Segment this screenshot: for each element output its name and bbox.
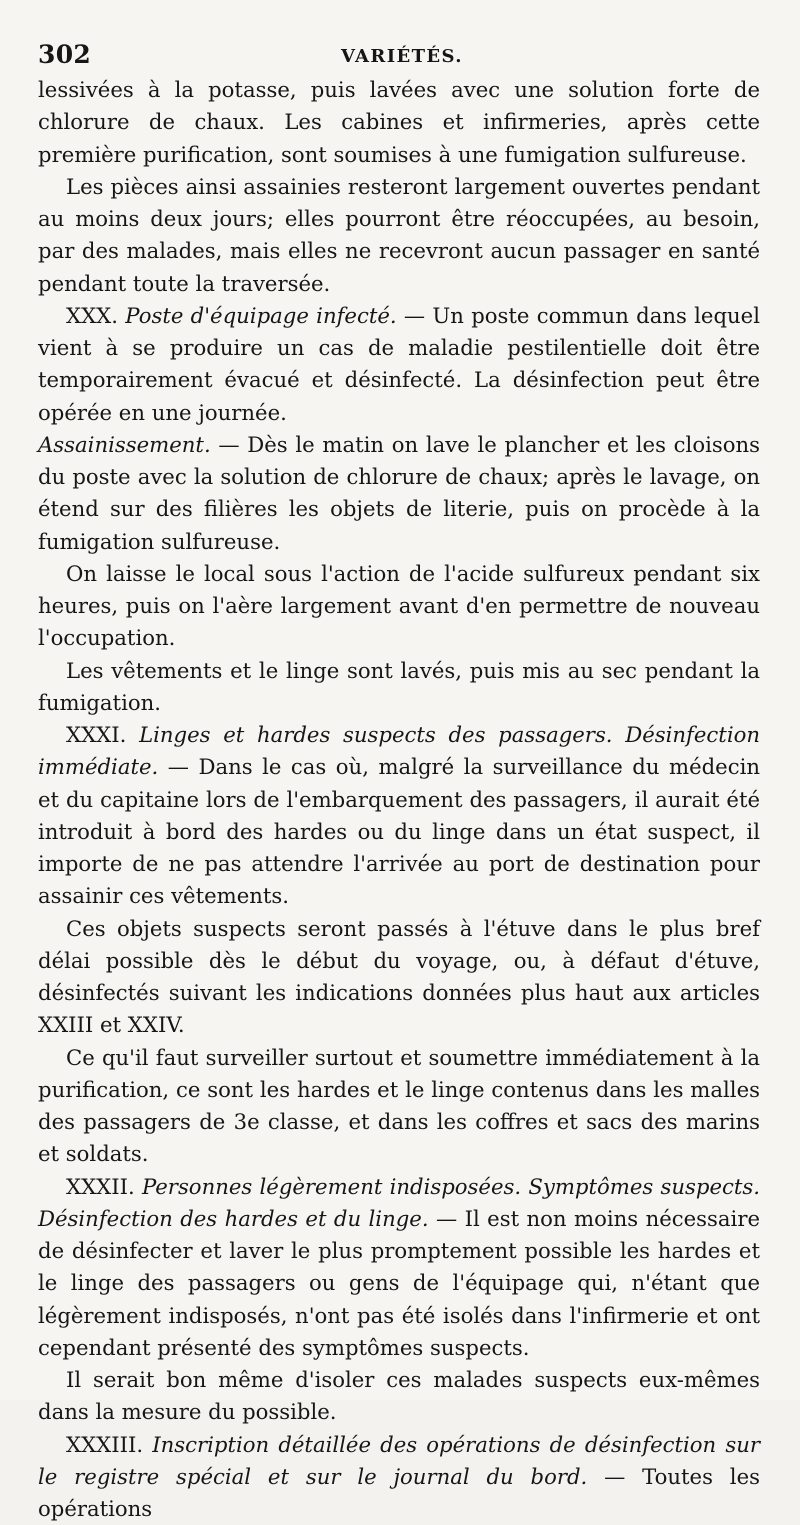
article-number: XXX. (66, 303, 118, 328)
article-xxxii (38, 1171, 760, 1365)
article-title: Personnes légèrement indisposées. Symptômes suspects. Désinfection des hardes et du linge. (38, 1174, 760, 1231)
paragraph-text: — Toutes les opérations (38, 1464, 760, 1521)
paragraph (38, 1042, 760, 1171)
article-xxx (38, 300, 760, 429)
paragraph-text: Les vêtements et le linge sont lavés, puis mis au sec pendant la fumigation. (38, 658, 760, 715)
paragraph-text: Il serait bon même d'isoler ces malades suspects eux-mêmes dans la mesure du possible. (38, 1367, 760, 1424)
article-title: Inscription détaillée des opérations de désinfection sur le registre spécial et sur le journal du bord. (38, 1432, 760, 1489)
paragraph (38, 1364, 760, 1429)
paragraph (38, 913, 760, 1042)
article-xxxiii (38, 1429, 760, 1525)
paragraph-text: Les pièces ainsi assainies resteront largement ouvertes pendant au moins deux jours; elles pourront être réoccupées, au besoin, par des malades, mais elles ne recevront aucun passager en santé pendant toute la traversée. (38, 174, 760, 296)
paragraph (38, 655, 760, 720)
paragraph (38, 558, 760, 655)
paragraph-continuation (38, 74, 760, 171)
paragraph-text: — Il est non moins nécessaire de désinfecter et laver le plus promptement possible les hardes et le linge des passagers ou gens de l'équipage qui, n'étant que légèrement indisposés, n'ont pas été isolés dans l'infirmerie et ont cependant présenté des symptômes suspects. (38, 1206, 760, 1360)
page-number: 302 (38, 40, 91, 69)
subsection-title: Assainissement. (38, 432, 211, 457)
paragraph-text: lessivées à la potasse, puis lavées avec une solution forte de chlorure de chaux. Les cabines et infirmeries, après cette première purification, sont soumises à une fumigation sulfureuse. (38, 77, 760, 167)
paragraph-text: Ces objets suspects seront passés à l'étuve dans le plus bref délai possible dès le début du voyage, ou, à défaut d'étuve, désinfectés suivant les indications données plus haut aux articles XXIII et XXIV. (38, 916, 760, 1038)
paragraph-text: Ce qu'il faut surveiller surtout et soumettre immédiatement à la purification, ce sont les hardes et le linge contenus dans les malles des passagers de 3e classe, et dans les coffres et sacs des marins et soldats. (38, 1045, 760, 1167)
paragraph-text: — Dès le matin on lave le plancher et les cloisons du poste avec la solution de chlorure de chaux; après le lavage, on étend sur des filières les objets de literie, puis on procède à la fumigation sulfureuse. (38, 432, 760, 554)
paragraph-text: On laisse le local sous l'action de l'acide sulfureux pendant six heures, puis on l'aère largement avant d'en permettre de nouveau l'occupation. (38, 561, 760, 651)
paragraph-text: — Un poste commun dans lequel vient à se produire un cas de maladie pestilentielle doit être temporairement évacué et désinfecté. La désinfection peut être opérée en une journée. (38, 303, 760, 425)
paragraph-text: — Dans le cas où, malgré la surveillance du médecin et du capitaine lors de l'embarquement des passagers, il aurait été introduit à bord des hardes ou du linge dans un état suspect, il importe de ne pas attendre l'arrivée au port de destination pour assainir ces vêtements. (38, 754, 760, 908)
running-header (38, 40, 768, 70)
article-number: XXXIII. (66, 1432, 143, 1457)
body-text (38, 74, 760, 1525)
subsection-assainissement (38, 429, 760, 558)
article-xxxi (38, 719, 760, 913)
article-title: Poste d'équipage infecté. (125, 303, 396, 328)
running-title: VARIÉTÉS. (341, 46, 463, 67)
article-title: Linges et hardes suspects des passagers. Désinfection immédiate. (38, 722, 760, 779)
paragraph (38, 171, 760, 300)
article-number: XXXII. (66, 1174, 135, 1199)
article-number: XXXI. (66, 722, 126, 747)
